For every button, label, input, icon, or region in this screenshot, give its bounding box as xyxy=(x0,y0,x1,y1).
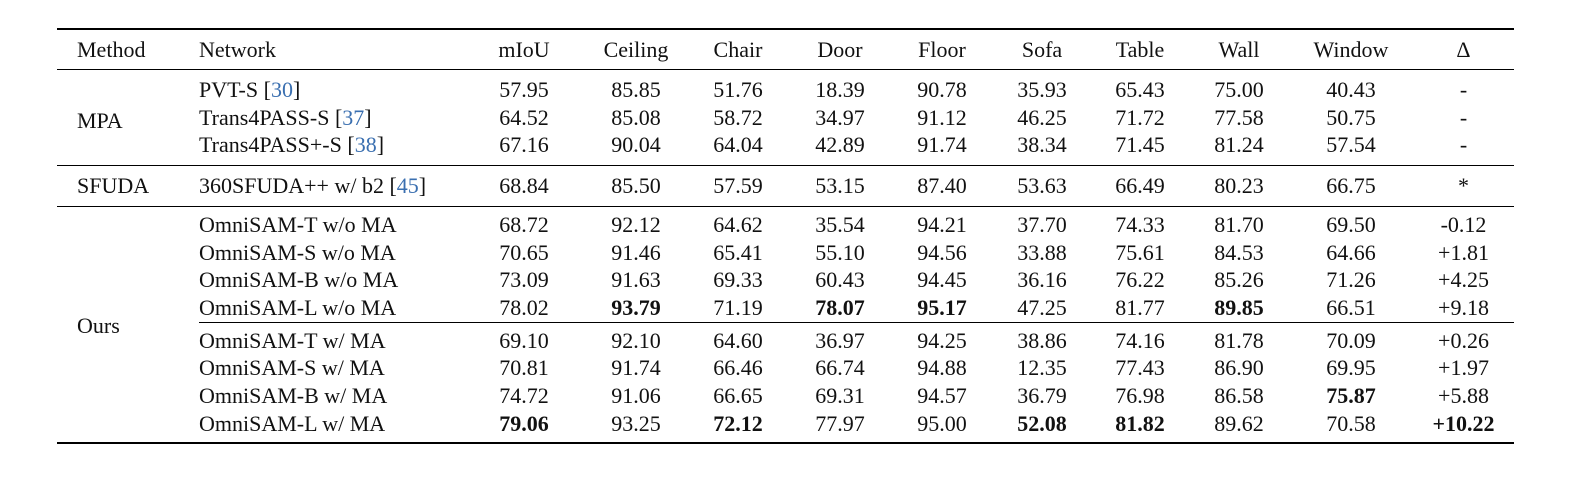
column-header: Table xyxy=(1115,36,1165,62)
value-cell: 90.78 xyxy=(917,76,967,102)
value-cell: 81.70 xyxy=(1214,211,1264,237)
delta-cell: +10.22 xyxy=(1432,410,1495,436)
network-cell xyxy=(199,207,463,239)
value-cell: 74.33 xyxy=(1115,211,1165,237)
value-cell: 78.07 xyxy=(815,294,865,320)
table-row xyxy=(57,355,1514,383)
value-cell: 94.21 xyxy=(917,211,967,237)
value-cell: 95.17 xyxy=(917,294,967,320)
table-row xyxy=(57,410,1514,443)
value-cell: 55.10 xyxy=(815,239,865,265)
value-cell: 35.93 xyxy=(1017,76,1067,102)
value-cell: 50.75 xyxy=(1326,104,1376,130)
network-cell xyxy=(199,104,463,132)
delta-cell: - xyxy=(1459,104,1468,130)
value-cell: 90.04 xyxy=(611,132,661,158)
value-cell: 77.43 xyxy=(1115,355,1165,381)
value-cell: 66.46 xyxy=(713,355,763,381)
value-cell: 69.95 xyxy=(1326,355,1376,381)
value-cell: 94.45 xyxy=(917,267,967,293)
value-cell: 36.97 xyxy=(789,322,891,354)
value-cell: 95.00 xyxy=(917,410,967,436)
value-cell: 69.50 xyxy=(1326,211,1376,237)
value-cell: 74.16 xyxy=(1091,322,1189,354)
table-header xyxy=(57,29,1514,70)
network-name: Trans4PASS+-S xyxy=(199,132,342,158)
value-cell: 60.43 xyxy=(815,267,865,293)
network-name: OmniSAM-B w/ MA xyxy=(199,383,388,409)
delta-cell: +1.97 xyxy=(1438,355,1489,381)
value-cell: 66.51 xyxy=(1326,294,1376,320)
network-name: OmniSAM-L w/o MA xyxy=(199,294,397,320)
network-name: OmniSAM-B w/o MA xyxy=(199,267,399,293)
table-row xyxy=(57,104,1514,132)
value-cell: 77.58 xyxy=(1214,104,1264,130)
value-cell: 91.63 xyxy=(611,267,661,293)
column-header: Floor xyxy=(918,36,966,62)
method-cell: Ours xyxy=(77,313,120,339)
value-cell: 67.16 xyxy=(499,132,549,158)
value-cell: 75.87 xyxy=(1326,383,1376,409)
citation-bracket: ] xyxy=(364,104,372,130)
value-cell: 35.54 xyxy=(815,211,865,237)
value-cell: 93.25 xyxy=(611,410,661,436)
value-cell: 94.56 xyxy=(917,239,967,265)
value-cell: 81.24 xyxy=(1214,132,1264,158)
network-name: 360SFUDA++ w/ b2 xyxy=(199,173,390,199)
delta-cell: +5.88 xyxy=(1438,383,1489,409)
value-cell: 78.02 xyxy=(499,294,549,320)
value-cell: 91.74 xyxy=(611,355,661,381)
table-row xyxy=(57,166,1514,207)
value-cell: 91.74 xyxy=(917,132,967,158)
table-row xyxy=(57,239,1514,267)
network-cell xyxy=(199,70,463,104)
value-cell: 75.61 xyxy=(1115,239,1165,265)
value-cell: 89.62 xyxy=(1214,410,1264,436)
value-cell: 36.16 xyxy=(1017,267,1067,293)
group-mpa xyxy=(57,70,1514,166)
value-cell: 64.60 xyxy=(687,322,789,354)
value-cell: 34.97 xyxy=(815,104,865,130)
network-cell xyxy=(199,131,463,165)
table-row xyxy=(57,207,1514,239)
value-cell: 69.31 xyxy=(815,383,865,409)
citation-bracket: ] xyxy=(418,173,427,199)
column-header: Wall xyxy=(1218,36,1260,62)
value-cell: 42.89 xyxy=(815,132,865,158)
header-row xyxy=(57,29,1514,70)
value-cell: 77.97 xyxy=(815,410,865,436)
value-cell: 38.34 xyxy=(1017,132,1067,158)
column-header: Δ xyxy=(1456,36,1471,62)
value-cell: 64.62 xyxy=(713,211,763,237)
citation-bracket: [ xyxy=(347,132,355,158)
network-cell xyxy=(199,266,463,294)
value-cell: 38.86 xyxy=(993,322,1091,354)
column-header: Chair xyxy=(713,36,763,62)
value-cell: 70.81 xyxy=(499,355,549,381)
value-cell: 70.65 xyxy=(499,239,549,265)
column-header: Door xyxy=(817,36,863,62)
value-cell: 18.39 xyxy=(815,76,865,102)
value-cell: 12.35 xyxy=(1017,355,1067,381)
value-cell: 46.25 xyxy=(1017,104,1067,130)
network-cell xyxy=(199,166,463,207)
value-cell: 71.72 xyxy=(1115,104,1165,130)
group-sfuda xyxy=(57,166,1514,207)
value-cell: 70.58 xyxy=(1326,410,1376,436)
citation-bracket: [ xyxy=(334,104,343,130)
value-cell: 70.09 xyxy=(1289,322,1413,354)
citation-link[interactable]: 38 xyxy=(354,132,377,158)
value-cell: 76.98 xyxy=(1115,383,1165,409)
value-cell: 73.09 xyxy=(499,267,549,293)
network-name: OmniSAM-T w/o MA xyxy=(199,211,397,237)
column-header: Window xyxy=(1313,36,1389,62)
value-cell: 87.40 xyxy=(917,173,967,199)
value-cell: 33.88 xyxy=(1017,239,1067,265)
method-cell: MPA xyxy=(77,107,123,133)
value-cell: 94.57 xyxy=(917,383,967,409)
value-cell: 89.85 xyxy=(1214,294,1264,320)
network-name: OmniSAM-S w/ MA xyxy=(199,355,385,381)
delta-cell: +1.81 xyxy=(1438,239,1489,265)
value-cell: 94.88 xyxy=(917,355,967,381)
citation-link[interactable]: 45 xyxy=(396,173,419,199)
table-row xyxy=(57,266,1514,294)
value-cell: 81.77 xyxy=(1115,294,1165,320)
network-name: OmniSAM-L w/ MA xyxy=(199,410,386,436)
value-cell: 91.12 xyxy=(917,104,967,130)
value-cell: 57.54 xyxy=(1326,132,1376,158)
value-cell: 85.85 xyxy=(611,76,661,102)
citation-bracket: [ xyxy=(389,173,397,199)
value-cell: 91.46 xyxy=(611,239,661,265)
value-cell: 53.63 xyxy=(1017,173,1067,199)
value-cell: 66.75 xyxy=(1326,173,1376,199)
network-name: OmniSAM-S w/o MA xyxy=(199,239,396,265)
value-cell: 65.41 xyxy=(713,239,763,265)
value-cell: 47.25 xyxy=(1017,294,1067,320)
value-cell: 69.10 xyxy=(463,322,585,354)
value-cell: 58.72 xyxy=(713,104,763,130)
network-cell xyxy=(199,382,463,410)
delta-cell: +9.18 xyxy=(1438,294,1489,320)
value-cell: 69.33 xyxy=(713,267,763,293)
value-cell: 80.23 xyxy=(1214,173,1264,199)
value-cell: 72.12 xyxy=(713,410,763,436)
column-header: mIoU xyxy=(498,36,550,62)
value-cell: 52.08 xyxy=(1017,410,1067,436)
column-header: Sofa xyxy=(1021,36,1063,62)
value-cell: 92.10 xyxy=(585,322,687,354)
value-cell: 85.50 xyxy=(611,173,661,199)
value-cell: 76.22 xyxy=(1115,267,1165,293)
table-row xyxy=(57,70,1514,104)
table-row xyxy=(57,131,1514,165)
column-header: Ceiling xyxy=(603,36,669,62)
delta-cell: +0.26 xyxy=(1413,322,1514,354)
value-cell: 57.95 xyxy=(499,76,549,102)
table-row xyxy=(57,322,1514,354)
network-cell xyxy=(199,355,463,383)
value-cell: 92.12 xyxy=(611,211,661,237)
value-cell: 85.26 xyxy=(1214,267,1264,293)
value-cell: 81.82 xyxy=(1115,410,1165,436)
value-cell: 36.79 xyxy=(1017,383,1067,409)
citation-link[interactable]: 37 xyxy=(342,104,365,130)
network-name: OmniSAM-T w/ MA xyxy=(199,327,386,353)
delta-cell: - xyxy=(1459,132,1468,158)
value-cell: 81.78 xyxy=(1189,322,1289,354)
value-cell: 86.90 xyxy=(1214,355,1264,381)
value-cell: 65.43 xyxy=(1115,76,1165,102)
value-cell: 57.59 xyxy=(713,173,763,199)
value-cell: 86.58 xyxy=(1214,383,1264,409)
column-header: Network xyxy=(199,36,276,62)
network-name: Trans4PASS-S xyxy=(199,104,330,130)
value-cell: 37.70 xyxy=(1017,211,1067,237)
value-cell: 75.00 xyxy=(1214,76,1264,102)
value-cell: 66.49 xyxy=(1115,173,1165,199)
value-cell: 71.26 xyxy=(1326,267,1376,293)
value-cell: 71.45 xyxy=(1115,132,1165,158)
value-cell: 64.04 xyxy=(713,132,763,158)
results-table xyxy=(57,28,1514,444)
network-cell xyxy=(199,322,463,354)
table-row xyxy=(57,382,1514,410)
value-cell: 64.52 xyxy=(499,104,549,130)
delta-cell: * xyxy=(1458,173,1469,199)
value-cell: 71.19 xyxy=(713,294,763,320)
value-cell: 84.53 xyxy=(1214,239,1264,265)
value-cell: 51.76 xyxy=(713,76,763,102)
citation-bracket: ] xyxy=(292,76,301,102)
network-name: PVT-S xyxy=(199,76,259,102)
value-cell: 79.06 xyxy=(499,410,549,436)
column-header: Method xyxy=(77,36,146,62)
network-cell xyxy=(199,294,463,322)
delta-cell: +4.25 xyxy=(1438,267,1489,293)
table-row xyxy=(57,294,1514,322)
value-cell: 66.65 xyxy=(713,383,763,409)
network-cell xyxy=(199,410,463,443)
network-cell xyxy=(199,239,463,267)
value-cell: 68.72 xyxy=(499,211,549,237)
citation-bracket: ] xyxy=(376,132,385,158)
value-cell: 40.43 xyxy=(1326,76,1376,102)
value-cell: 66.74 xyxy=(815,355,865,381)
method-cell: SFUDA xyxy=(77,173,150,199)
value-cell: 53.15 xyxy=(815,173,865,199)
value-cell: 74.72 xyxy=(499,383,549,409)
value-cell: 94.25 xyxy=(891,322,993,354)
group-ours xyxy=(57,207,1514,443)
delta-cell: - xyxy=(1459,76,1468,102)
value-cell: 85.08 xyxy=(611,104,661,130)
value-cell: 68.84 xyxy=(499,173,549,199)
value-cell: 93.79 xyxy=(611,294,661,320)
value-cell: 91.06 xyxy=(611,383,661,409)
delta-cell: -0.12 xyxy=(1440,211,1487,237)
citation-link[interactable]: 30 xyxy=(270,76,293,102)
citation-bracket: [ xyxy=(263,76,271,102)
value-cell: 64.66 xyxy=(1326,239,1376,265)
